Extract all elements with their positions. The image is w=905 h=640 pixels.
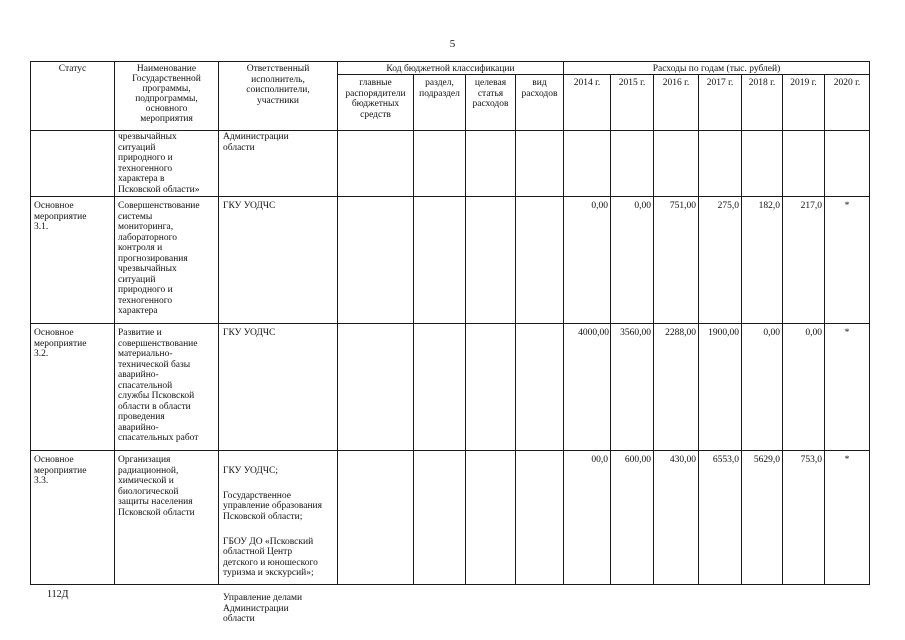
row-value: 753,0 — [800, 455, 822, 465]
row-value: * — [844, 455, 850, 465]
row-status: Основное мероприятие 3.2. — [34, 328, 87, 359]
row-executor: Администрации области — [223, 132, 289, 153]
row-name: чрезвычайных ситуаций природного и техногенного характера в Псковской области» — [118, 132, 200, 195]
row-name: Совершенствование системы мониторинга, лабораторного контроля и прогнозирования чрезвычайных ситуаций природного и техногенного характера — [118, 201, 200, 316]
header-status: Статус — [58, 64, 87, 74]
row-value: 0,00 — [591, 201, 608, 211]
row-executor: Управление делами Администрации области — [223, 593, 303, 624]
row-status: Основное мероприятие 3.1. — [34, 201, 87, 232]
header-year: 2018 г. — [748, 78, 776, 88]
row-value: 0,00 — [805, 328, 822, 338]
row-value: 2288,00 — [665, 328, 696, 338]
row-executor: ГКУ УОДЧС — [223, 328, 276, 338]
header-kind: вид расходов — [521, 78, 558, 99]
row-value: 430,00 — [669, 455, 696, 465]
row-value: 1900,00 — [708, 328, 739, 338]
row-value: 600,00 — [624, 455, 651, 465]
row-value: * — [844, 328, 850, 338]
header-year: 2014 г. — [573, 78, 601, 88]
header-year: 2020 г. — [833, 78, 861, 88]
page-number: 5 — [449, 38, 456, 50]
row-value: 4000,00 — [578, 328, 609, 338]
row-value: 0,00 — [634, 201, 651, 211]
row-status: Основное мероприятие 3.3. — [34, 455, 87, 486]
row-executor: Государственное управление образования Псковской области; — [223, 490, 322, 522]
row-value: 5629,0 — [753, 455, 780, 465]
header-section: раздел, подраздел — [419, 78, 460, 99]
header-year: 2017 г. — [706, 78, 734, 88]
header-target: целевая статья расходов — [472, 78, 509, 109]
row-value: 217,0 — [800, 201, 822, 211]
row-name: Организация радиационной, химической и биологической защиты населения Псковской области — [118, 455, 195, 518]
row-executor: ГБОУ ДО «Псковский областной Центр детского и юношеского туризма и экскурсий»; — [223, 536, 318, 578]
row-value: 182,0 — [758, 201, 780, 211]
row-value: 0,00 — [763, 328, 780, 338]
header-budget-code: Код бюджетной классификации — [386, 64, 515, 74]
header-year: 2016 г. — [662, 78, 690, 88]
row-name: Развитие и совершенствование материально- технической базы аварийно- спасательной службы Псковской области в области проведения аварийно- спасательных работ — [118, 328, 199, 443]
row-value: 275,0 — [717, 201, 739, 211]
row-value: 6553,0 — [712, 455, 739, 465]
row-executor: ГКУ УОДЧС; — [223, 465, 279, 476]
footer-code: 112Д — [47, 589, 69, 600]
row-value: 751,00 — [669, 201, 696, 211]
row-value: 3560,00 — [620, 328, 651, 338]
row-value: 00,0 — [591, 455, 608, 465]
header-year: 2019 г. — [790, 78, 817, 88]
header-year: 2015 г. — [618, 78, 646, 88]
row-value: * — [844, 201, 850, 211]
row-executor-list — [223, 455, 336, 624]
header-expenses: Расходы по годам (тыс. рублей) — [652, 64, 781, 74]
header-executor: Ответственный исполнитель, соисполнители, участники — [246, 64, 310, 106]
row-executor: ГКУ УОДЧС — [223, 201, 276, 211]
header-grbs: главные распорядители бюджетных средств — [345, 78, 406, 120]
header-name: Наименование Государственной программы, подпрограммы, основного мероприятия — [132, 64, 201, 124]
